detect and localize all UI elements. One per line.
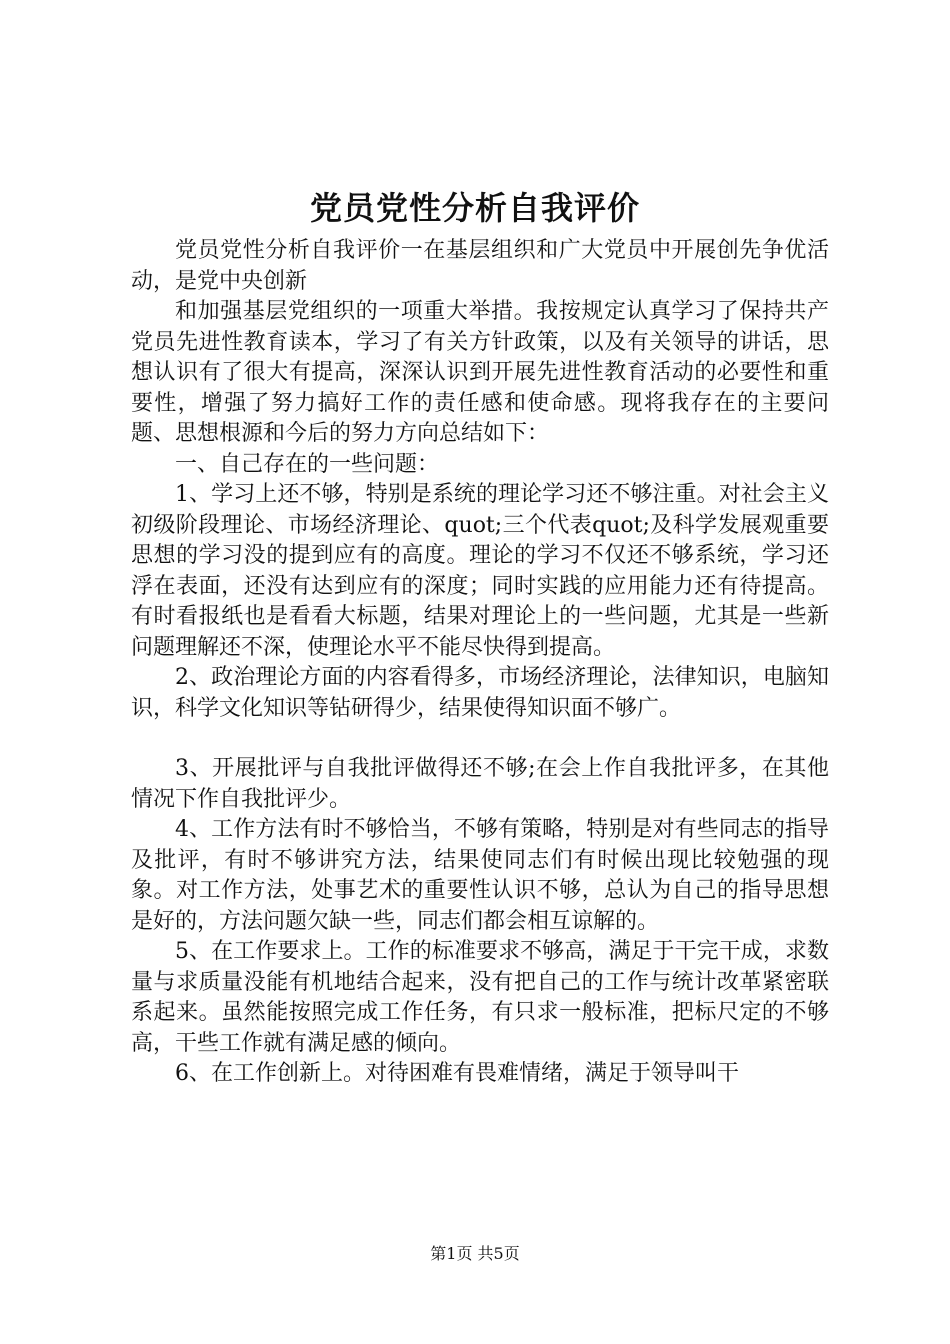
- document-body: [131, 236, 829, 1090]
- paragraph-item-1: 1、学习上还不够，特别是系统的理论学习还不够注重。对社会主义初级阶段理论、市场经济理论、quot;三个代表quot;及科学发展观重要思想的学习没的提到应有的高度。理论的学习不仅还不够系统，学习还浮在表面，还没有达到应有的深度；同时实践的应用能力还有待提高。有时看报纸也是看看大标题，结果对理论上的一些问题，尤其是一些新问题理解还不深，使理论水平不能尽快得到提高。: [131, 482, 829, 660]
- paragraph-item-3: 3、开展批评与自我批评做得还不够;在会上作自我批评多，在其他情况下作自我批评少。: [131, 756, 829, 812]
- paragraph-background: 和加强基层党组织的一项重大举措。我按规定认真学习了保持共产党员先进性教育读本，学习了有关方针政策，以及有关领导的讲话，思想认识有了很大有提高，深深认识到开展先进性教育活动的必要性和重要性，增强了努力搞好工作的责任感和使命感。现将我存在的主要问题、思想根源和今后的努力方向总结如下：: [131, 299, 829, 446]
- page-number-footer: 第1页 共5页: [430, 1244, 520, 1263]
- section-heading: 一、自己存在的一些问题：: [175, 451, 440, 477]
- paragraph-item-5: 5、在工作要求上。工作的标准要求不够高，满足于干完干成，求数量与求质量没能有机地结合起来，没有把自己的工作与统计改革紧密联系起来。虽然能按照完成工作任务，有只求一般标准，把标尺定的不够高，干些工作就有满足感的倾向。: [131, 939, 829, 1056]
- paragraph-item-2: 2、政治理论方面的内容看得多，市场经济理论，法律知识，电脑知识，科学文化知识等钻研得少，结果使得知识面不够广。: [131, 665, 829, 721]
- paragraph-intro: 党员党性分析自我评价一在基层组织和广大党员中开展创先争优活动，是党中央创新: [131, 238, 829, 294]
- document-title: 党员党性分析自我评价: [309, 189, 640, 227]
- paragraph-item-6: 6、在工作创新上。对待困难有畏难情绪，满足于领导叫干: [175, 1061, 739, 1086]
- paragraph-item-4: 4、工作方法有时不够恰当，不够有策略，特别是对有些同志的指导及批评，有时不够讲究方法，结果使同志们有时候出现比较勉强的现象。对工作方法，处事艺术的重要性认识不够，总认为自己的指导思想是好的，方法问题欠缺一些，同志们都会相互谅解的。: [131, 817, 829, 934]
